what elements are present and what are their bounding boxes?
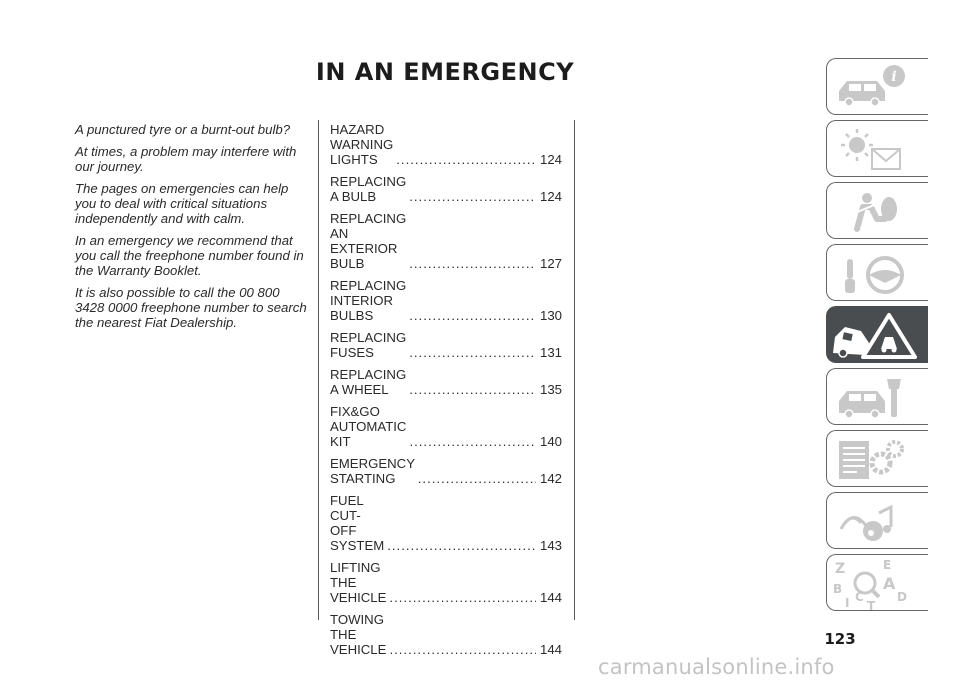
toc-item-label: EMERGENCY STARTING <box>330 456 415 486</box>
chapter-tabs <box>826 58 930 613</box>
toc-item-fuel-cut-off-system[interactable] <box>330 493 562 553</box>
toc-item-label: REPLACING FUSES <box>330 330 407 360</box>
intro-paragraph: The pages on emergencies can help you to deal with critical situations independently and with calm. <box>75 181 289 226</box>
toc-item-label: FIX&GO AUTOMATIC KIT <box>330 404 407 449</box>
tab-safety[interactable] <box>826 182 928 239</box>
page-number: 123 <box>824 630 856 648</box>
toc-leader-dots <box>409 382 536 397</box>
toc-leader-dots <box>409 256 536 271</box>
column-divider <box>318 120 319 620</box>
key-steering-wheel-icon <box>827 245 929 302</box>
index-letter: D <box>897 590 907 604</box>
toc-item-label: HAZARD WARNING LIGHTS <box>330 122 394 167</box>
toc-item-replacing-a-bulb[interactable] <box>330 174 562 204</box>
toc-item-replacing-an-exterior-bulb[interactable] <box>330 211 562 271</box>
toc-item-replacing-a-wheel[interactable] <box>330 367 562 397</box>
index-letter: Z <box>835 561 846 577</box>
toc-item-page: 144 <box>539 642 562 657</box>
toc-item-page: 124 <box>539 152 562 167</box>
toc-leader-dots <box>409 345 536 360</box>
toc-leader-dots <box>418 471 536 486</box>
index-letter: A <box>883 574 896 593</box>
intro-paragraph: It is also possible to call the 00 800 3428 0000 freephone number to search the nearest Fiat Dealership. <box>75 285 307 330</box>
emergency-car-warning-icon <box>827 307 929 364</box>
index-letter: B <box>833 582 843 596</box>
car-maintenance-wrench-icon <box>827 369 929 426</box>
toc-item-page: 131 <box>539 345 562 360</box>
toc-leader-dots <box>389 590 536 605</box>
toc-item-page: 130 <box>539 308 562 323</box>
intro-paragraph: At times, a problem may interfere with our journey. <box>75 144 297 174</box>
toc-leader-dots <box>389 642 536 657</box>
index-letters-icon <box>827 555 929 612</box>
watermark: carmanualsonline.info <box>598 655 835 679</box>
column-divider <box>574 120 575 620</box>
multimedia-music-icon <box>827 493 929 550</box>
svg-text:i: i <box>891 69 897 85</box>
technical-data-gears-icon <box>827 431 929 488</box>
toc-item-hazard-warning-lights[interactable] <box>330 122 562 167</box>
toc-leader-dots <box>396 152 536 167</box>
toc-item-label: REPLACING INTERIOR BULBS <box>330 278 407 323</box>
toc-leader-dots <box>409 189 536 204</box>
index-letter: I <box>845 596 850 610</box>
toc-item-page: 135 <box>539 382 562 397</box>
toc-leader-dots <box>409 434 536 449</box>
page-title: IN AN EMERGENCY <box>315 58 575 86</box>
toc-item-label: LIFTING THE VEHICLE <box>330 560 387 605</box>
toc-item-replacing-fuses[interactable] <box>330 330 562 360</box>
intro-paragraph: A punctured tyre or a burnt-out bulb? <box>75 122 291 137</box>
toc-item-label: TOWING THE VEHICLE <box>330 612 387 657</box>
tab-multimedia[interactable] <box>826 492 928 549</box>
toc-item-lifting-the-vehicle[interactable] <box>330 560 562 605</box>
table-of-contents <box>330 122 562 664</box>
toc-item-page: 142 <box>539 471 562 486</box>
airbag-seat-icon <box>827 183 929 240</box>
toc-item-page: 127 <box>539 256 562 271</box>
toc-item-page: 143 <box>539 538 562 553</box>
toc-item-towing-the-vehicle[interactable] <box>330 612 562 657</box>
tab-in-an-emergency[interactable] <box>826 306 928 363</box>
toc-item-page: 124 <box>539 189 562 204</box>
tab-car-info[interactable] <box>826 58 928 115</box>
tab-technical-data[interactable] <box>826 430 928 487</box>
toc-item-label: REPLACING A WHEEL <box>330 367 407 397</box>
toc-leader-dots <box>387 538 536 553</box>
intro-text <box>75 122 307 337</box>
toc-item-replacing-interior-bulbs[interactable] <box>330 278 562 323</box>
intro-paragraph: In an emergency we recommend that you call the freephone number found in the Warranty Booklet. <box>75 233 304 278</box>
toc-leader-dots <box>409 308 536 323</box>
toc-item-fix-go-automatic-kit[interactable] <box>330 404 562 449</box>
toc-item-label: REPLACING AN EXTERIOR BULB <box>330 211 407 271</box>
index-letter: T <box>867 599 876 612</box>
index-letter: E <box>883 558 892 572</box>
car-info-icon <box>827 59 929 116</box>
toc-item-page: 140 <box>539 434 562 449</box>
tab-warning-lights-messages[interactable] <box>826 120 928 177</box>
toc-item-page: 144 <box>539 590 562 605</box>
toc-item-label: FUEL CUT-OFF SYSTEM <box>330 493 385 553</box>
tab-starting-driving[interactable] <box>826 244 928 301</box>
toc-item-label: REPLACING A BULB <box>330 174 407 204</box>
tab-index[interactable] <box>826 554 928 611</box>
tab-servicing-care[interactable] <box>826 368 928 425</box>
warning-lights-messages-icon <box>827 121 929 178</box>
index-letter: C <box>855 590 864 604</box>
toc-item-emergency-starting[interactable] <box>330 456 562 486</box>
